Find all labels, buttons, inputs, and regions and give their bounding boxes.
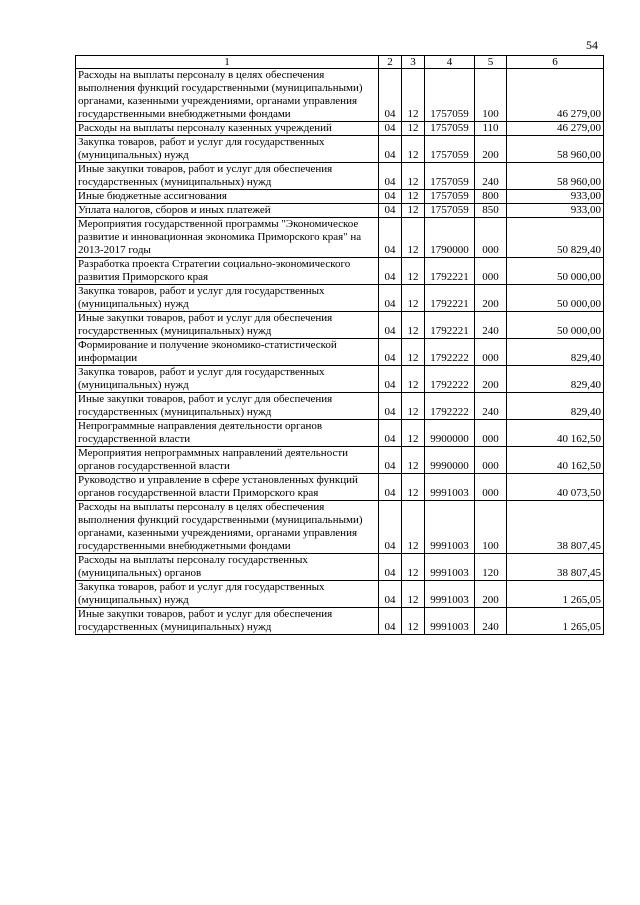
row-amount-cell: 58 960,00 [507, 163, 604, 190]
row-section-cell: 04 [379, 474, 402, 501]
header-cell-1: 1 [76, 56, 379, 69]
row-subsection-cell: 12 [402, 190, 425, 204]
header-cell-4: 4 [425, 56, 475, 69]
row-expense-type-cell: 200 [475, 366, 507, 393]
row-section-cell: 04 [379, 190, 402, 204]
row-target-article-cell: 1790000 [425, 218, 475, 258]
row-name-cell: Мероприятия непрограммных направлений деятельности органов государственной власти [76, 447, 379, 474]
row-expense-type-cell: 800 [475, 190, 507, 204]
row-expense-type-cell: 110 [475, 122, 507, 136]
row-target-article-cell: 1792221 [425, 312, 475, 339]
row-amount-cell: 933,00 [507, 190, 604, 204]
row-section-cell: 04 [379, 366, 402, 393]
row-target-article-cell: 1792221 [425, 285, 475, 312]
row-section-cell: 04 [379, 122, 402, 136]
row-amount-cell: 46 279,00 [507, 122, 604, 136]
row-target-article-cell: 9991003 [425, 501, 475, 554]
row-section-cell: 04 [379, 554, 402, 581]
table-row [76, 501, 604, 554]
row-subsection-cell: 12 [402, 312, 425, 339]
row-subsection-cell: 12 [402, 285, 425, 312]
table-row [76, 420, 604, 447]
row-expense-type-cell: 200 [475, 581, 507, 608]
row-amount-cell: 40 162,50 [507, 420, 604, 447]
table-row [76, 136, 604, 163]
row-target-article-cell: 1757059 [425, 163, 475, 190]
row-amount-cell: 1 265,05 [507, 581, 604, 608]
row-section-cell: 04 [379, 312, 402, 339]
row-target-article-cell: 1757059 [425, 122, 475, 136]
budget-table [75, 55, 604, 635]
row-name-cell: Расходы на выплаты персоналу в целях обеспечения выполнения функций государственными (муниципальными) органами, казенными учреждениями, органами управления государственными внебюджетными фондами [76, 501, 379, 554]
row-name-cell: Непрограммные направления деятельности органов государственной власти [76, 420, 379, 447]
table-row [76, 190, 604, 204]
row-amount-cell: 829,40 [507, 339, 604, 366]
row-amount-cell: 58 960,00 [507, 136, 604, 163]
row-amount-cell: 50 000,00 [507, 312, 604, 339]
table-row [76, 163, 604, 190]
row-expense-type-cell: 240 [475, 163, 507, 190]
row-expense-type-cell: 240 [475, 393, 507, 420]
header-cell-2: 2 [379, 56, 402, 69]
row-amount-cell: 40 073,50 [507, 474, 604, 501]
row-name-cell: Закупка товаров, работ и услуг для государственных (муниципальных) нужд [76, 285, 379, 312]
row-section-cell: 04 [379, 258, 402, 285]
row-name-cell: Иные закупки товаров, работ и услуг для обеспечения государственных (муниципальных) нужд [76, 312, 379, 339]
row-expense-type-cell: 100 [475, 501, 507, 554]
table-row [76, 581, 604, 608]
row-subsection-cell: 12 [402, 339, 425, 366]
row-target-article-cell: 1757059 [425, 69, 475, 122]
row-name-cell: Формирование и получение экономико-статистической информации [76, 339, 379, 366]
row-amount-cell: 40 162,50 [507, 447, 604, 474]
row-expense-type-cell: 000 [475, 258, 507, 285]
row-target-article-cell: 1792221 [425, 258, 475, 285]
table-row [76, 69, 604, 122]
row-section-cell: 04 [379, 447, 402, 474]
row-subsection-cell: 12 [402, 393, 425, 420]
row-section-cell: 04 [379, 608, 402, 635]
row-name-cell: Расходы на выплаты персоналу в целях обеспечения выполнения функций государственными (муниципальными) органами, казенными учреждениями, органами управления государственными внебюджетными фондами [76, 69, 379, 122]
row-target-article-cell: 1792222 [425, 366, 475, 393]
row-amount-cell: 38 807,45 [507, 501, 604, 554]
row-target-article-cell: 1757059 [425, 190, 475, 204]
row-name-cell: Руководство и управление в сфере установленных функций органов государственной власти Приморского края [76, 474, 379, 501]
table-row [76, 204, 604, 218]
table-row [76, 474, 604, 501]
row-expense-type-cell: 240 [475, 608, 507, 635]
row-subsection-cell: 12 [402, 204, 425, 218]
table-row [76, 554, 604, 581]
row-subsection-cell: 12 [402, 69, 425, 122]
row-section-cell: 04 [379, 163, 402, 190]
row-subsection-cell: 12 [402, 608, 425, 635]
header-cell-5: 5 [475, 56, 507, 69]
row-subsection-cell: 12 [402, 581, 425, 608]
row-amount-cell: 933,00 [507, 204, 604, 218]
row-section-cell: 04 [379, 136, 402, 163]
row-section-cell: 04 [379, 581, 402, 608]
row-amount-cell: 50 000,00 [507, 285, 604, 312]
row-section-cell: 04 [379, 339, 402, 366]
row-subsection-cell: 12 [402, 447, 425, 474]
row-expense-type-cell: 000 [475, 474, 507, 501]
table-row [76, 447, 604, 474]
row-expense-type-cell: 850 [475, 204, 507, 218]
row-amount-cell: 829,40 [507, 366, 604, 393]
row-subsection-cell: 12 [402, 136, 425, 163]
row-amount-cell: 38 807,45 [507, 554, 604, 581]
table-row [76, 258, 604, 285]
table-row [76, 122, 604, 136]
row-name-cell: Разработка проекта Стратегии социально-экономического развития Приморского края [76, 258, 379, 285]
row-section-cell: 04 [379, 501, 402, 554]
table-row [76, 312, 604, 339]
row-target-article-cell: 9990000 [425, 447, 475, 474]
row-target-article-cell: 9991003 [425, 474, 475, 501]
row-subsection-cell: 12 [402, 554, 425, 581]
table-row [76, 393, 604, 420]
row-expense-type-cell: 200 [475, 285, 507, 312]
row-name-cell: Иные закупки товаров, работ и услуг для обеспечения государственных (муниципальных) нужд [76, 393, 379, 420]
row-amount-cell: 1 265,05 [507, 608, 604, 635]
row-name-cell: Иные закупки товаров, работ и услуг для обеспечения государственных (муниципальных) нужд [76, 608, 379, 635]
row-subsection-cell: 12 [402, 420, 425, 447]
row-name-cell: Расходы на выплаты персоналу казенных учреждений [76, 122, 379, 136]
table-row [76, 339, 604, 366]
row-expense-type-cell: 000 [475, 339, 507, 366]
row-subsection-cell: 12 [402, 163, 425, 190]
row-target-article-cell: 1757059 [425, 136, 475, 163]
row-expense-type-cell: 240 [475, 312, 507, 339]
table-row [76, 218, 604, 258]
row-section-cell: 04 [379, 218, 402, 258]
row-target-article-cell: 9991003 [425, 581, 475, 608]
row-target-article-cell: 9991003 [425, 554, 475, 581]
row-expense-type-cell: 120 [475, 554, 507, 581]
row-target-article-cell: 9900000 [425, 420, 475, 447]
row-section-cell: 04 [379, 69, 402, 122]
row-amount-cell: 50 000,00 [507, 258, 604, 285]
row-section-cell: 04 [379, 420, 402, 447]
row-subsection-cell: 12 [402, 366, 425, 393]
row-name-cell: Уплата налогов, сборов и иных платежей [76, 204, 379, 218]
row-expense-type-cell: 000 [475, 420, 507, 447]
page-number: 54 [586, 38, 598, 52]
row-expense-type-cell: 000 [475, 447, 507, 474]
row-amount-cell: 829,40 [507, 393, 604, 420]
row-name-cell: Иные бюджетные ассигнования [76, 190, 379, 204]
header-cell-3: 3 [402, 56, 425, 69]
row-amount-cell: 50 829,40 [507, 218, 604, 258]
row-expense-type-cell: 000 [475, 218, 507, 258]
header-cell-6: 6 [507, 56, 604, 69]
row-amount-cell: 46 279,00 [507, 69, 604, 122]
row-subsection-cell: 12 [402, 218, 425, 258]
row-name-cell: Мероприятия государственной программы "Экономическое развитие и инновационная экономика Приморского края" на 2013-2017 годы [76, 218, 379, 258]
row-name-cell: Расходы на выплаты персоналу государственных (муниципальных) органов [76, 554, 379, 581]
row-name-cell: Закупка товаров, работ и услуг для государственных (муниципальных) нужд [76, 136, 379, 163]
row-name-cell: Иные закупки товаров, работ и услуг для обеспечения государственных (муниципальных) нужд [76, 163, 379, 190]
header-row [76, 56, 604, 69]
row-name-cell: Закупка товаров, работ и услуг для государственных (муниципальных) нужд [76, 581, 379, 608]
row-target-article-cell: 1792222 [425, 339, 475, 366]
row-expense-type-cell: 200 [475, 136, 507, 163]
row-expense-type-cell: 100 [475, 69, 507, 122]
table-row [76, 285, 604, 312]
row-subsection-cell: 12 [402, 501, 425, 554]
row-section-cell: 04 [379, 204, 402, 218]
row-subsection-cell: 12 [402, 474, 425, 501]
table-row [76, 608, 604, 635]
row-subsection-cell: 12 [402, 122, 425, 136]
row-name-cell: Закупка товаров, работ и услуг для государственных (муниципальных) нужд [76, 366, 379, 393]
row-target-article-cell: 1757059 [425, 204, 475, 218]
row-subsection-cell: 12 [402, 258, 425, 285]
row-target-article-cell: 9991003 [425, 608, 475, 635]
row-section-cell: 04 [379, 285, 402, 312]
table-row [76, 366, 604, 393]
row-section-cell: 04 [379, 393, 402, 420]
row-target-article-cell: 1792222 [425, 393, 475, 420]
